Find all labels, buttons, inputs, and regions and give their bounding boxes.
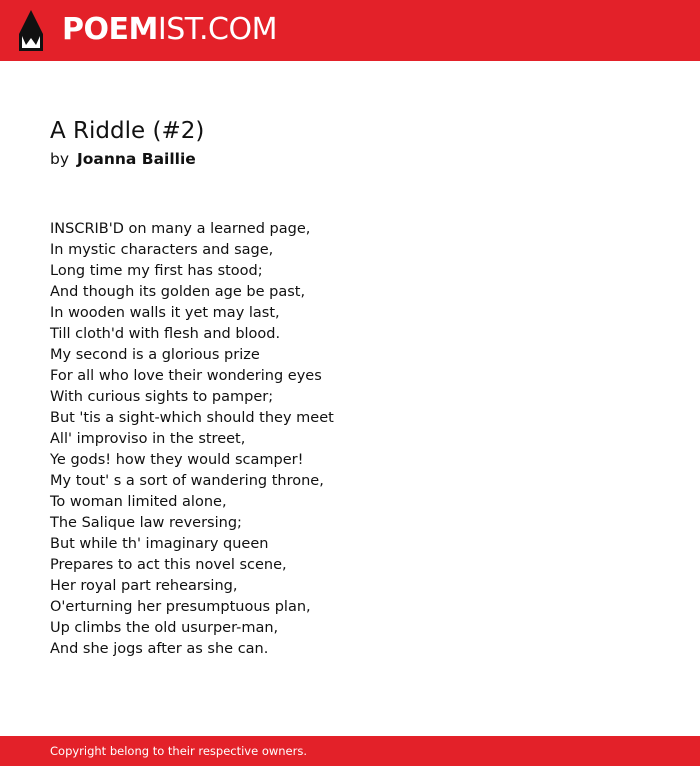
site-footer (0, 736, 700, 766)
poem-line: Long time my first has stood; (50, 263, 263, 279)
poem-line: Ye gods! how they would scamper! (50, 452, 304, 468)
poem-line: In mystic characters and sage, (50, 242, 274, 258)
site-logo[interactable] (62, 12, 277, 48)
poem-line: O'erturning her presumptuous plan, (50, 599, 311, 615)
poem-line: And she jogs after as she can. (50, 641, 269, 657)
poem-line: To woman limited alone, (50, 494, 227, 510)
byline (50, 148, 196, 170)
logo-light-text: IST.COM (157, 12, 277, 47)
poem-line: Up climbs the old usurper-man, (50, 620, 279, 636)
poem-line: My tout' s a sort of wandering throne, (50, 473, 324, 489)
poem-line: And though its golden age be past, (50, 284, 306, 300)
poem-line: But 'tis a sight-which should they meet (50, 410, 334, 426)
poem-line: With curious sights to pamper; (50, 389, 274, 405)
author-name: Joanna Baillie (76, 150, 196, 168)
poem-line: All' improviso in the street, (50, 431, 246, 447)
poem-line: Till cloth'd with flesh and blood. (50, 326, 281, 342)
poem-line: The Salique law reversing; (50, 515, 242, 531)
site-header (0, 0, 700, 61)
poem-line: For all who love their wondering eyes (50, 368, 322, 384)
pencil-icon[interactable] (19, 10, 43, 51)
poem-title: A Riddle (#2) (50, 118, 205, 144)
logo-bold-text: POEM (62, 12, 158, 47)
poem-line: My second is a glorious prize (50, 347, 260, 363)
copyright-text: Copyright belong to their respective owners. (50, 744, 308, 758)
poem-line: In wooden walls it yet may last, (50, 305, 280, 321)
poem-line: INSCRIB'D on many a learned page, (50, 221, 311, 237)
by-label: by (50, 150, 70, 168)
poem-line: Her royal part rehearsing, (50, 578, 238, 594)
poem-body (50, 219, 334, 660)
poem-line: Prepares to act this novel scene, (50, 557, 287, 573)
poem-line: But while th' imaginary queen (50, 536, 269, 552)
